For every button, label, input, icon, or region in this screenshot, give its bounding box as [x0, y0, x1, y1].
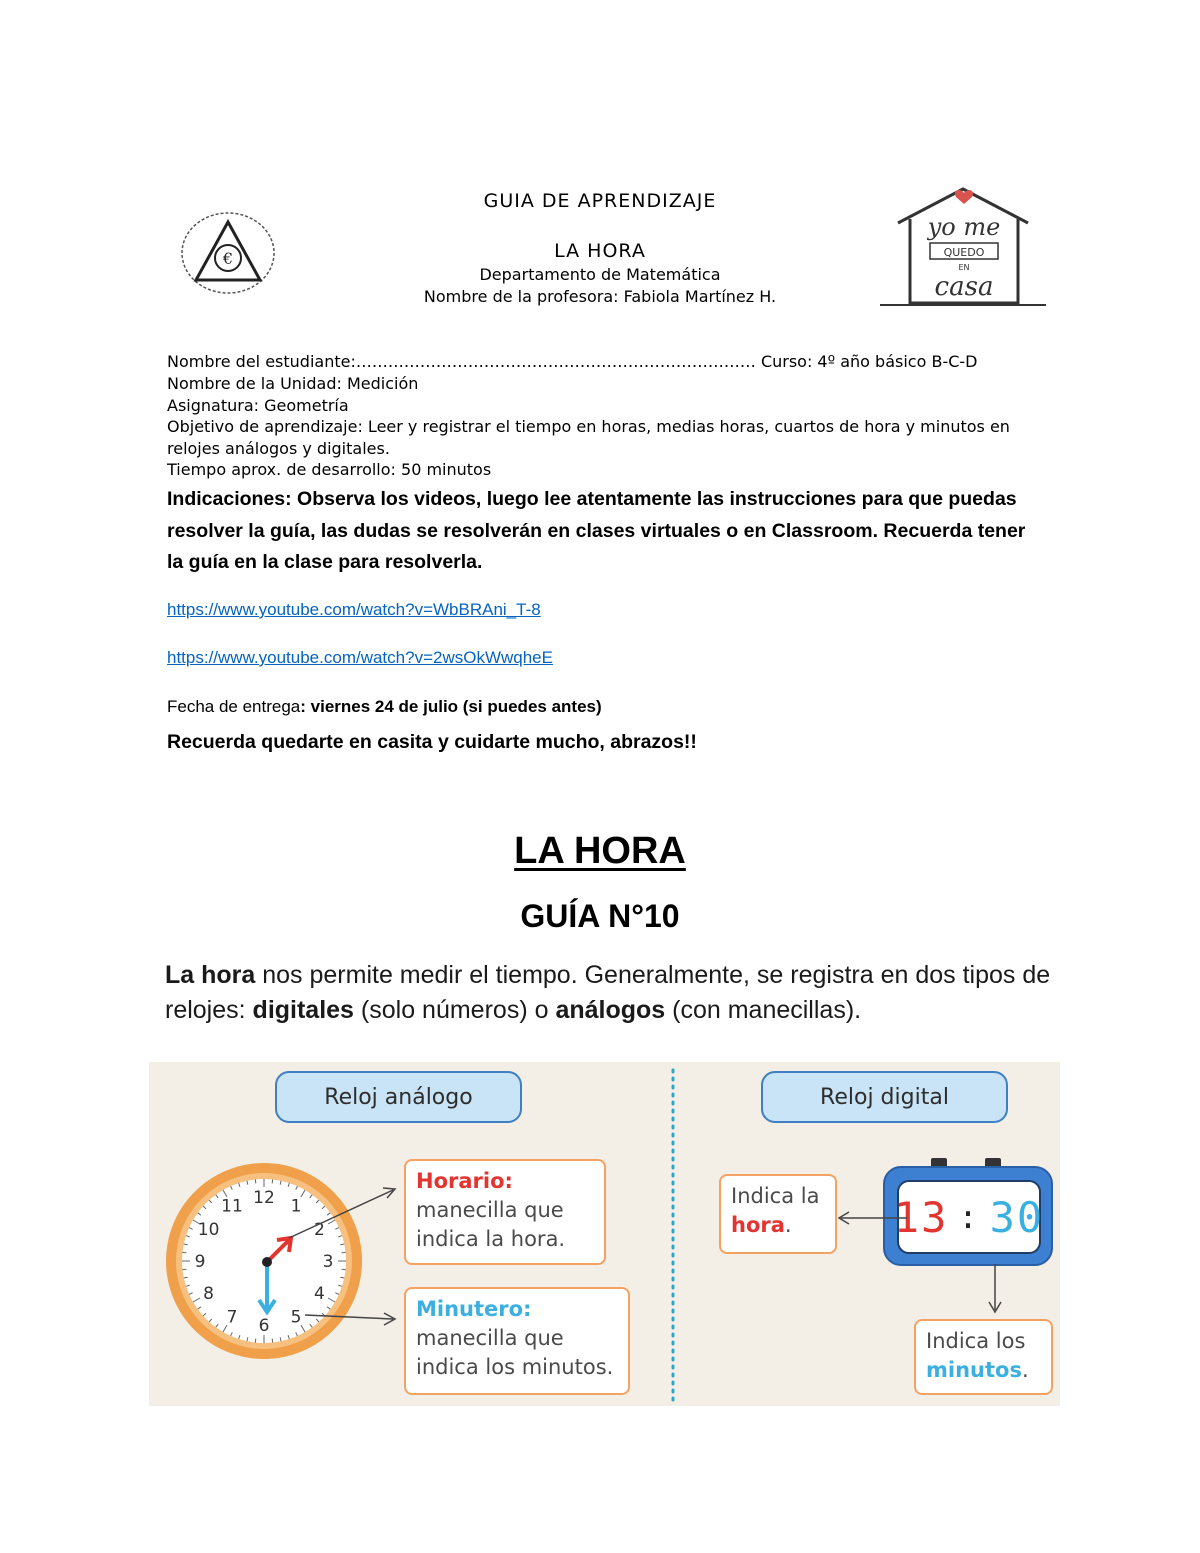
logo-text-en: EN — [958, 263, 970, 272]
logo-text-quedo: QUEDO — [943, 246, 985, 259]
analog-clock-label: Reloj análogo — [275, 1071, 522, 1123]
digital-minutes: 30 — [989, 1192, 1045, 1242]
svg-text:€: € — [222, 249, 234, 268]
digital-min-prefix: Indica los — [926, 1329, 1026, 1353]
subject-name: Asignatura: Geometría — [167, 396, 349, 415]
clock-number-3: 3 — [322, 1252, 334, 1272]
stay-home-logo — [878, 183, 1048, 309]
digital-min-word: minutos — [926, 1358, 1022, 1382]
digital-hours: 13 — [893, 1192, 949, 1242]
youtube-link-1[interactable]: https://www.youtube.com/watch?v=WbBRAni_T-8 — [167, 600, 541, 619]
digital-hour-prefix: Indica la — [731, 1184, 820, 1208]
teacher-name: Nombre de la profesora: Fabiola Martínez H. — [423, 287, 777, 306]
course-text: Curso: 4º año básico B-C-D — [760, 352, 978, 371]
instructions-text: Observa los videos, luego lee atentamente las instrucciones para que puedas resolver la guía, las dudas se resolverán en clases virtuales o en Classroom. Recuerda tener la guía en la clase para resolverla. — [167, 488, 1026, 573]
dotted-divider — [668, 1068, 678, 1402]
minute-hand-info-box — [404, 1287, 630, 1395]
hour-hand-info-box — [404, 1159, 606, 1265]
delivery-date — [167, 697, 602, 717]
guide-number: GUÍA N°10 — [520, 898, 680, 934]
digital-clock-label: Reloj digital — [761, 1071, 1008, 1123]
minute-hand-text: manecilla que indica los minutos. — [416, 1326, 614, 1379]
student-name-field[interactable]: Nombre del estudiante:………………………………………………………………… — [167, 352, 756, 371]
intro-paragraph: La hora nos permite medir el tiempo. Generalmente, se registra en dos tipos de relojes: digitales (solo números) o análogos (con manecillas). — [165, 961, 1051, 1024]
unit-name: Nombre de la Unidad: Medición — [167, 374, 419, 393]
digital-hour-info-box: Indica la hora. — [719, 1174, 837, 1254]
guide-heading: GUIA DE APRENDIZAJE — [483, 190, 717, 212]
minute-hand-title: Minutero: — [416, 1297, 532, 1321]
digital-minute-info-box: Indica los minutos. — [914, 1319, 1053, 1395]
clock-number-8: 8 — [203, 1284, 215, 1304]
clock-number-1: 1 — [290, 1196, 302, 1217]
analog-pointer-lines — [279, 1182, 419, 1332]
clock-number-11: 11 — [221, 1196, 243, 1217]
guide-subheading: LA HORA — [554, 240, 646, 262]
clock-number-10: 10 — [197, 1220, 220, 1240]
delivery-label: Fecha de entrega — [167, 697, 301, 716]
clock-number-7: 7 — [226, 1307, 238, 1328]
main-title: LA HORA — [514, 830, 686, 872]
clock-number-6: 6 — [258, 1316, 270, 1336]
clock-number-4: 4 — [313, 1284, 325, 1304]
instructions-paragraph — [167, 484, 1047, 579]
clock-number-9: 9 — [194, 1252, 206, 1272]
school-seal-logo — [178, 208, 278, 298]
logo-text-yo-me: yo me — [927, 213, 1001, 241]
digital-separator: : — [958, 1198, 980, 1236]
clock-number-5: 5 — [290, 1307, 302, 1328]
youtube-link-2[interactable]: https://www.youtube.com/watch?v=2wsOkWwqheE — [167, 648, 553, 667]
clock-number-2: 2 — [313, 1220, 325, 1240]
learning-objective: Objetivo de aprendizaje: Leer y registrar el tiempo en horas, medias horas, cuartos de hora y minutos en relojes análogos y digitales. — [167, 417, 1010, 458]
hour-hand-text: manecilla que indica la hora. — [416, 1198, 566, 1251]
hour-hand-title: Horario: — [416, 1169, 513, 1193]
logo-text-casa: casa — [934, 272, 994, 302]
clock-number-12: 12 — [253, 1188, 275, 1208]
digital-hour-word: hora — [731, 1213, 785, 1237]
delivery-value: : viernes 24 de julio (si puedes antes) — [300, 697, 602, 716]
student-info-line — [167, 351, 1047, 373]
reminder-text: Recuerda quedarte en casita y cuidarte mucho, abrazos!! — [167, 731, 697, 753]
estimated-time: Tiempo aprox. de desarrollo: 50 minutos — [167, 460, 492, 479]
department-name: Departamento de Matemática — [479, 265, 721, 284]
clock-illustration — [149, 1062, 1060, 1406]
digital-pointer-lines — [835, 1202, 1005, 1322]
instructions-label: Indicaciones: — [167, 488, 292, 510]
